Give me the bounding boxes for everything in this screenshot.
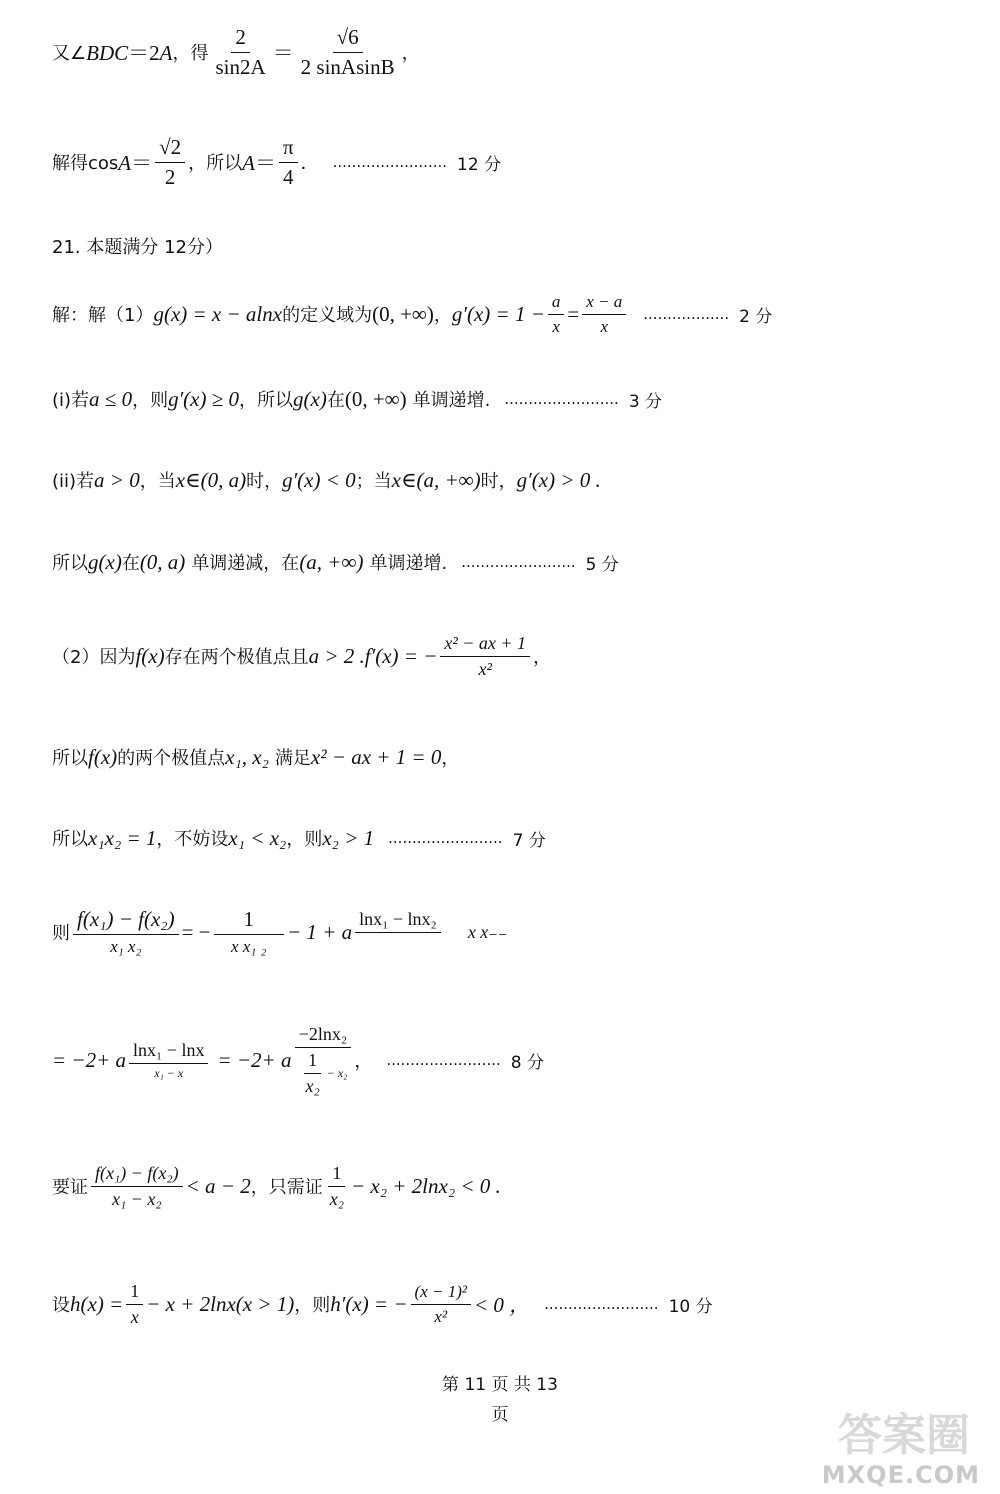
text: ， xyxy=(354,1051,373,1072)
text: 解得cos xyxy=(52,153,119,174)
fraction: $\frac{\text{(x − 1)²}}{\text{x²}}$ xyxy=(411,1282,471,1327)
text: 满足 xyxy=(274,748,311,769)
math: g(x) xyxy=(88,549,122,574)
score: 8 分 xyxy=(510,1052,544,1073)
math: − x₂ + 2lnx₂ < 0 . xyxy=(350,1173,501,1198)
text: ，当 xyxy=(139,471,176,492)
fraction: $\frac{1}{\text{x₂}}$ xyxy=(329,1162,344,1209)
text: 要证 xyxy=(52,1177,88,1198)
score: 5 分 xyxy=(585,554,619,575)
text: 在 xyxy=(121,553,140,574)
text: ， xyxy=(533,647,552,668)
text: 在 xyxy=(326,390,345,411)
text: 单调递增. xyxy=(369,553,448,574)
line-6 xyxy=(52,463,980,497)
leader-dots: ........................ xyxy=(386,1051,501,1069)
text: 设 xyxy=(52,1295,70,1316)
math: f(x) xyxy=(88,744,118,769)
fraction: $\frac{\text{f(x₁) − f(x₂)}}{\text{x₁ − x₂}}$ xyxy=(91,1163,183,1210)
line-7 xyxy=(52,545,980,579)
fraction: −2lnx₂ $\frac{1}{\text{x₂}}$ − x₂ xyxy=(294,1024,351,1097)
math: x₁, x₂ xyxy=(225,744,269,769)
math: a > 2 . xyxy=(308,643,365,668)
fraction: $\frac{\text{f(x₁) − f(x₂)}}{\text{x₁ x₂}}$ xyxy=(73,907,179,957)
text: （2）因为 xyxy=(52,647,136,668)
math: x∈(0, a) xyxy=(175,467,247,492)
text: ， xyxy=(433,305,452,326)
math: x x₋₋ xyxy=(467,921,508,942)
leader-dots: ........................ xyxy=(504,390,619,408)
math: g′(x) < 0 xyxy=(282,467,356,492)
text: 时， xyxy=(246,471,283,492)
text: 时， xyxy=(480,471,517,492)
fraction: $\frac{2}{\sin 2A}$ xyxy=(215,24,266,79)
text: (i)若 xyxy=(52,390,90,411)
math: x₁x₂ = 1 xyxy=(88,825,157,850)
math: g′(x) > 0 . xyxy=(516,467,601,492)
math: a > 0 xyxy=(94,467,140,492)
nested-denominator: $\frac{1}{\text{x₂}}$ − x₂ xyxy=(305,1049,348,1096)
fraction: $\frac{√2}{2}$ xyxy=(155,135,185,190)
watermark xyxy=(788,1395,988,1491)
math: (0, +∞) xyxy=(344,386,407,411)
text: ，所以 xyxy=(188,153,243,174)
fraction: lnx₁ − lnx₂ xyxy=(355,909,441,956)
math: g(x) = x − alnx xyxy=(153,301,283,326)
math: A xyxy=(242,151,255,175)
math: h′(x) = − xyxy=(330,1291,408,1316)
score: 7 分 xyxy=(512,830,546,851)
text: ． xyxy=(300,153,319,174)
math: g′(x) ≥ 0 xyxy=(168,386,240,411)
leader-dots: ........................ xyxy=(388,829,503,847)
leader-dots: ........................ xyxy=(461,553,576,571)
math: = xyxy=(567,301,580,326)
text: 的两个极值点 xyxy=(117,748,226,769)
math: − x + 2lnx(x > 1) xyxy=(146,1291,295,1316)
math: (0, a) xyxy=(139,549,186,574)
text: ，不妨设 xyxy=(156,829,229,850)
math: (0, +∞) xyxy=(372,301,434,326)
math: (a, +∞) xyxy=(299,549,364,574)
fraction: $\frac{√6}{\text{2 sinAsinB}}$ xyxy=(300,24,395,79)
line-5 xyxy=(52,382,980,416)
text: (ii)若 xyxy=(52,471,95,492)
math: − 1 + a xyxy=(287,919,353,944)
text: 所以 xyxy=(52,829,88,850)
page-number: 第 11 页 共 13 xyxy=(442,1375,558,1395)
fraction: $\frac{1}{x}$ xyxy=(126,1281,143,1328)
math: g(x) xyxy=(293,386,327,411)
text: ，所以 xyxy=(239,390,294,411)
fraction: $\frac{\pi}{4}$ xyxy=(279,135,298,190)
text: ， xyxy=(401,43,420,64)
fraction: $\frac{1}{\text{x x₁ ₂}}$ xyxy=(214,907,285,957)
score: 12 分 xyxy=(457,154,502,175)
line-1: 又∠ BDC＝2A ，得 $\frac{2}{\sin 2A}$ ＝ $\frac{√6}{\text{2 sinAsinB}}$ ， xyxy=(52,24,420,79)
line-9 xyxy=(52,740,980,774)
page-number-suffix: 页 xyxy=(491,1405,509,1425)
text: ，则 xyxy=(294,1295,331,1316)
line-4 xyxy=(52,284,980,344)
text: 又∠ xyxy=(52,43,87,64)
math: A xyxy=(118,151,132,175)
math: ＝2 xyxy=(128,41,160,65)
math: x₂ > 1 xyxy=(322,825,375,850)
text: ；当 xyxy=(355,471,392,492)
line-10 xyxy=(52,821,980,855)
text: ， xyxy=(441,748,460,769)
text: 的定义域为 xyxy=(282,305,373,326)
math: = −2+ a xyxy=(52,1047,127,1072)
math: a ≤ 0 xyxy=(89,386,133,411)
text: 所以 xyxy=(52,553,88,574)
line-14 xyxy=(52,1272,980,1336)
fraction: $\frac{x - a}{x}$ xyxy=(582,292,626,337)
question-heading: 21. 本题满分 12分） xyxy=(52,237,223,258)
line-3 xyxy=(52,232,980,260)
leader-dots: .................. xyxy=(643,305,730,323)
text: ，得 xyxy=(172,43,209,64)
text: 单调递减，在 xyxy=(191,553,300,574)
text: ，则 xyxy=(132,390,169,411)
math: x∈(a, +∞) xyxy=(391,467,481,492)
watermark-logo: 答案圈 xyxy=(838,1410,970,1461)
math: < 0 ， xyxy=(473,1293,531,1317)
math: g′(x) = 1 − xyxy=(451,301,545,326)
score: 2 分 xyxy=(739,306,773,327)
math: BDC xyxy=(86,41,129,65)
math: h(x) = xyxy=(70,1291,124,1316)
math: = − xyxy=(181,919,211,944)
fraction: $\frac{\text{lnx₁ − lnx}}{\text{x₁ − x}}$ xyxy=(129,1040,208,1081)
score: 10 分 xyxy=(668,1296,713,1317)
leader-dots: ........................ xyxy=(332,153,448,171)
fraction: $\frac{\text{x² − ax + 1}}{\text{x²}}$ xyxy=(440,633,530,680)
watermark-text: MXQE.COM xyxy=(821,1461,980,1489)
line-13 xyxy=(52,1154,980,1218)
line-8 xyxy=(52,626,980,686)
math: = −2+ a xyxy=(217,1047,292,1072)
line-12 xyxy=(52,1012,980,1108)
math: A xyxy=(159,41,173,65)
text: 则 xyxy=(52,923,70,944)
text: ，只需证 xyxy=(250,1177,323,1198)
line-2: 解得cos A＝ $\frac{√2}{2}$ ，所以 A＝ $\frac{\pi}{4}$ ． ........................ 12 分 xyxy=(52,134,502,189)
text: 解：解（1） xyxy=(52,305,154,326)
leader-dots: ........................ xyxy=(544,1295,659,1313)
text: 所以 xyxy=(52,748,88,769)
math: f(x) xyxy=(135,643,165,668)
math: x² − ax + 1 = 0 xyxy=(310,744,442,769)
text: ，则 xyxy=(286,829,323,850)
fraction: $\frac{a}{x}$ xyxy=(548,292,565,337)
math: f′(x) = − xyxy=(364,643,438,668)
text: 存在两个极值点且 xyxy=(164,647,309,668)
line-11 xyxy=(52,900,980,964)
text: 单调递增. xyxy=(412,390,491,411)
math: x₁ < x₂ xyxy=(228,825,287,850)
score: 3 分 xyxy=(628,391,663,412)
math: < a − 2 xyxy=(185,1173,251,1198)
